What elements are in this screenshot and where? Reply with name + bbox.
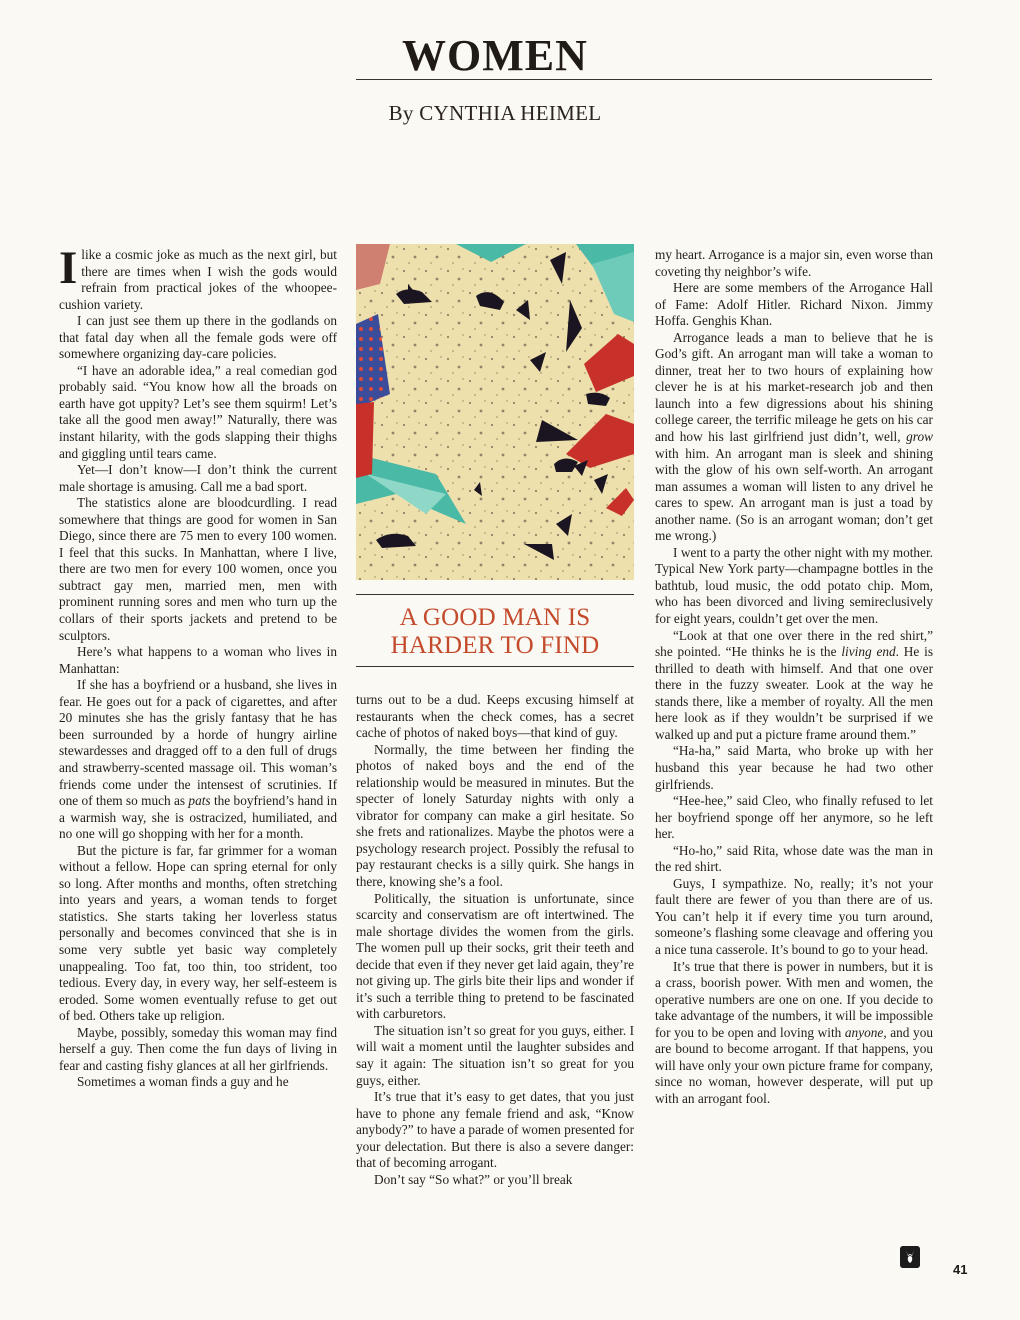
paragraph: Don’t say “So what?” or you’ll break [374, 1171, 573, 1187]
paragraph: Maybe, possibly, someday this woman may find herself a guy. Then come the fun days of living in fear and casting fishy glances at all her girlfriends. [59, 1024, 337, 1073]
subhead [356, 604, 634, 660]
paragraph: Here’s what happens to a woman who lives in Manhattan: [59, 644, 337, 676]
paragraph: Normally, the time between her finding the photos of naked boys and the end of the relationship would be measured in minutes. But the specter of lonely Saturday nights with only a vibrator for company can make a girl hesitate. So she frets and rationalizes. Maybe the photos were a psychology research project. Possibly the refusal to pay restaurant checks is a silly quirk. She hangs in there, knowing she’s a fool. [356, 741, 634, 890]
paragraph: Guys, I sympathize. No, really; it’s not your fault there are fewer of you than there are of us. You can’t help it if every time you turn around, someone’s flashing some cleavage and offering you a nice tuna casserole. It’s bound to go to your head. [655, 875, 933, 957]
paragraph: But the picture is far, far grimmer for a woman without a fellow. Hope can spring eternal for only so long. After months and months, often stretching into years and years, a woman tends to forget statistics. She starts taking her loverless status personally and becomes convinced that she is in some very subtle yet basic way completely unappealing. Too fat, too thin, too strident, too tedious. Every day, in every way, her self-esteem is eroded. Some women eventually refuse to get out of bed. Others take up religion. [59, 842, 337, 1024]
page-number: 41 [953, 1262, 968, 1277]
paragraph: Here are some members of the Arrogance Hall of Fame: Adolf Hitler. Richard Nixon. Jimmy Hoffa. Genghis Khan. [655, 280, 933, 329]
paragraph: “Hee-hee,” said Cleo, who finally refused to let her boyfriend sponge off her anymore, so he left her. [655, 793, 933, 842]
subhead-top-rule [356, 594, 634, 595]
article-column-3 [655, 247, 933, 1107]
header-rule [356, 79, 932, 80]
byline: By CYNTHIA HEIMEL [388, 101, 602, 125]
paragraph: It’s true that it’s easy to get dates, that you just have to phone any female friend and ask, “Know anybody?” to have a parade of women presented for your delectation. But there is also a severe danger: that of becoming arrogant. [356, 1089, 634, 1171]
drop-cap: I [59, 242, 78, 294]
illustration-legs-and-shoes [356, 244, 634, 580]
paragraph: “Ho-ho,” said Rita, whose date was the man in the red shirt. [655, 842, 933, 875]
subhead-bottom-rule [356, 666, 634, 667]
section-title: WOMEN [402, 31, 588, 80]
paragraph: It’s true that there is power in numbers, but it is a crass, boorish power. With men and women, the operative numbers are one on one. If you decide to take advantage of the numbers, it will be impossible for you to be open and loving with anyone, and you are bound to become arrogant. If that happens, you will have only your own picture frame for company, since no woman, however desperate, will put up with an arrogant fool. [655, 958, 934, 1106]
paragraph: “Ha-ha,” said Marta, who broke up with her husband this year because he had two other girlfriends. [655, 743, 933, 792]
paragraph: Arrogance leads a man to believe that he is God’s gift. An arrogant man will take a woman to dinner, treat her to two hours of explaining how clever he is at his market-research job and then launch into a few digressions about his shining college career, the terrific mileage he gets on his car and how his last girlfriend just didn’t, well, grow with him. An arrogant man is sleek and shining with the glow of his own self-worth. An arrogant man assumes a woman will listen to any drivel he cares to spew. An arrogant man is just a toad by another name. (So is an arrogant woman; don’t get me wrong.) [655, 329, 933, 544]
paragraph: I like a cosmic joke as much as the next girl, but there are times when I wish the gods would refrain from practical jokes of the whoopee-cushion variety. [59, 242, 337, 312]
paragraph: Yet—I don’t know—I don’t think the current male shortage is amusing. Call me a bad sport. [59, 462, 337, 494]
bunny-logo-icon [900, 1246, 920, 1268]
paragraph: If she has a boyfriend or a husband, she lives in fear. He goes out for a pack of cigarettes, and after 20 minutes she has the grisly fantasy that he has been surrounded by a horde of hungry airline stewardesses and dragged off to a den full of drugs and strawberry-scented massage oil. This woman’s friends come under the intensest of scrutinies. If one of them so much as pats the boyfriend’s hand in a warmish way, she is ostracized, humiliated, and no one will go shopping with her for a month. [59, 677, 338, 842]
paragraph: I can just see them up there in the godlands on that fatal day when all the female gods were off somewhere organizing day-care policies. [59, 313, 337, 362]
subhead-line-1: A GOOD MAN IS [399, 604, 591, 631]
paragraph: turns out to be a dud. Keeps excusing himself at restaurants when the check comes, has a secret cache of photos of naked boys—that kind of guy. [356, 692, 634, 741]
paragraph: The statistics alone are bloodcurdling. I read somewhere that things are good for women in San Diego, since there are 75 men to every 100 women. I feel that this sucks. In Manhattan, where I live, there are two men for every 100 women, once you subtract gay men, married men, men with prominent running sores and men who turn up the collars of their sports jackets and pretend to be sculptors. [59, 495, 337, 643]
paragraph: “Look at that one over there in the red shirt,” she pointed. “He thinks he is the living end. He is thrilled to death with himself. And that one over there in the fuzzy sweater. Look at the way he stands there, like a member of royalty. All the men here look as if they wouldn’t be surprised if we walked up and put a picture frame around them.” [655, 627, 933, 742]
subhead-line-2: HARDER TO FIND [390, 632, 600, 659]
red-leg [356, 402, 374, 478]
paragraph: The situation isn’t so great for you guys, either. I will wait a moment until the laughter subsides and say it again: The situation isn’t so great for you guys, either. [356, 1022, 634, 1088]
paragraph: I went to a party the other night with my mother. Typical New York party—champagne bottles in the bathtub, loud music, the odd potato chip. Mom, who has been divorced and living semireclusively for eight years, couldn’t get over the men. [655, 544, 933, 627]
paragraph: Politically, the situation is unfortunate, since scarcity and conservatism are oft intertwined. The male shortage divides the women from the girls. The women pull up their socks, grit their teeth and decide that even if they never get laid again, they’re not giving up. The girls bite their lips and wonder if it’s such a terrible thing to pretend to be fascinated with carburetors. [356, 890, 634, 1022]
paragraph: my heart. Arrogance is a major sin, even worse than coveting thy neighbor’s wife. [655, 247, 933, 279]
paragraph: Sometimes a woman finds a guy and he [77, 1074, 289, 1090]
article-column-1 [59, 242, 338, 1091]
paragraph: “I have an adorable idea,” a real comedian god probably said. “You know how all the broads on earth have got uppity? Let’s see them squirm! Let’s take all the good men away!” Naturally, there was instant hilarity, with the gods slapping their thighs and giggling until tears came. [59, 362, 337, 461]
article-column-2 [356, 692, 634, 1188]
